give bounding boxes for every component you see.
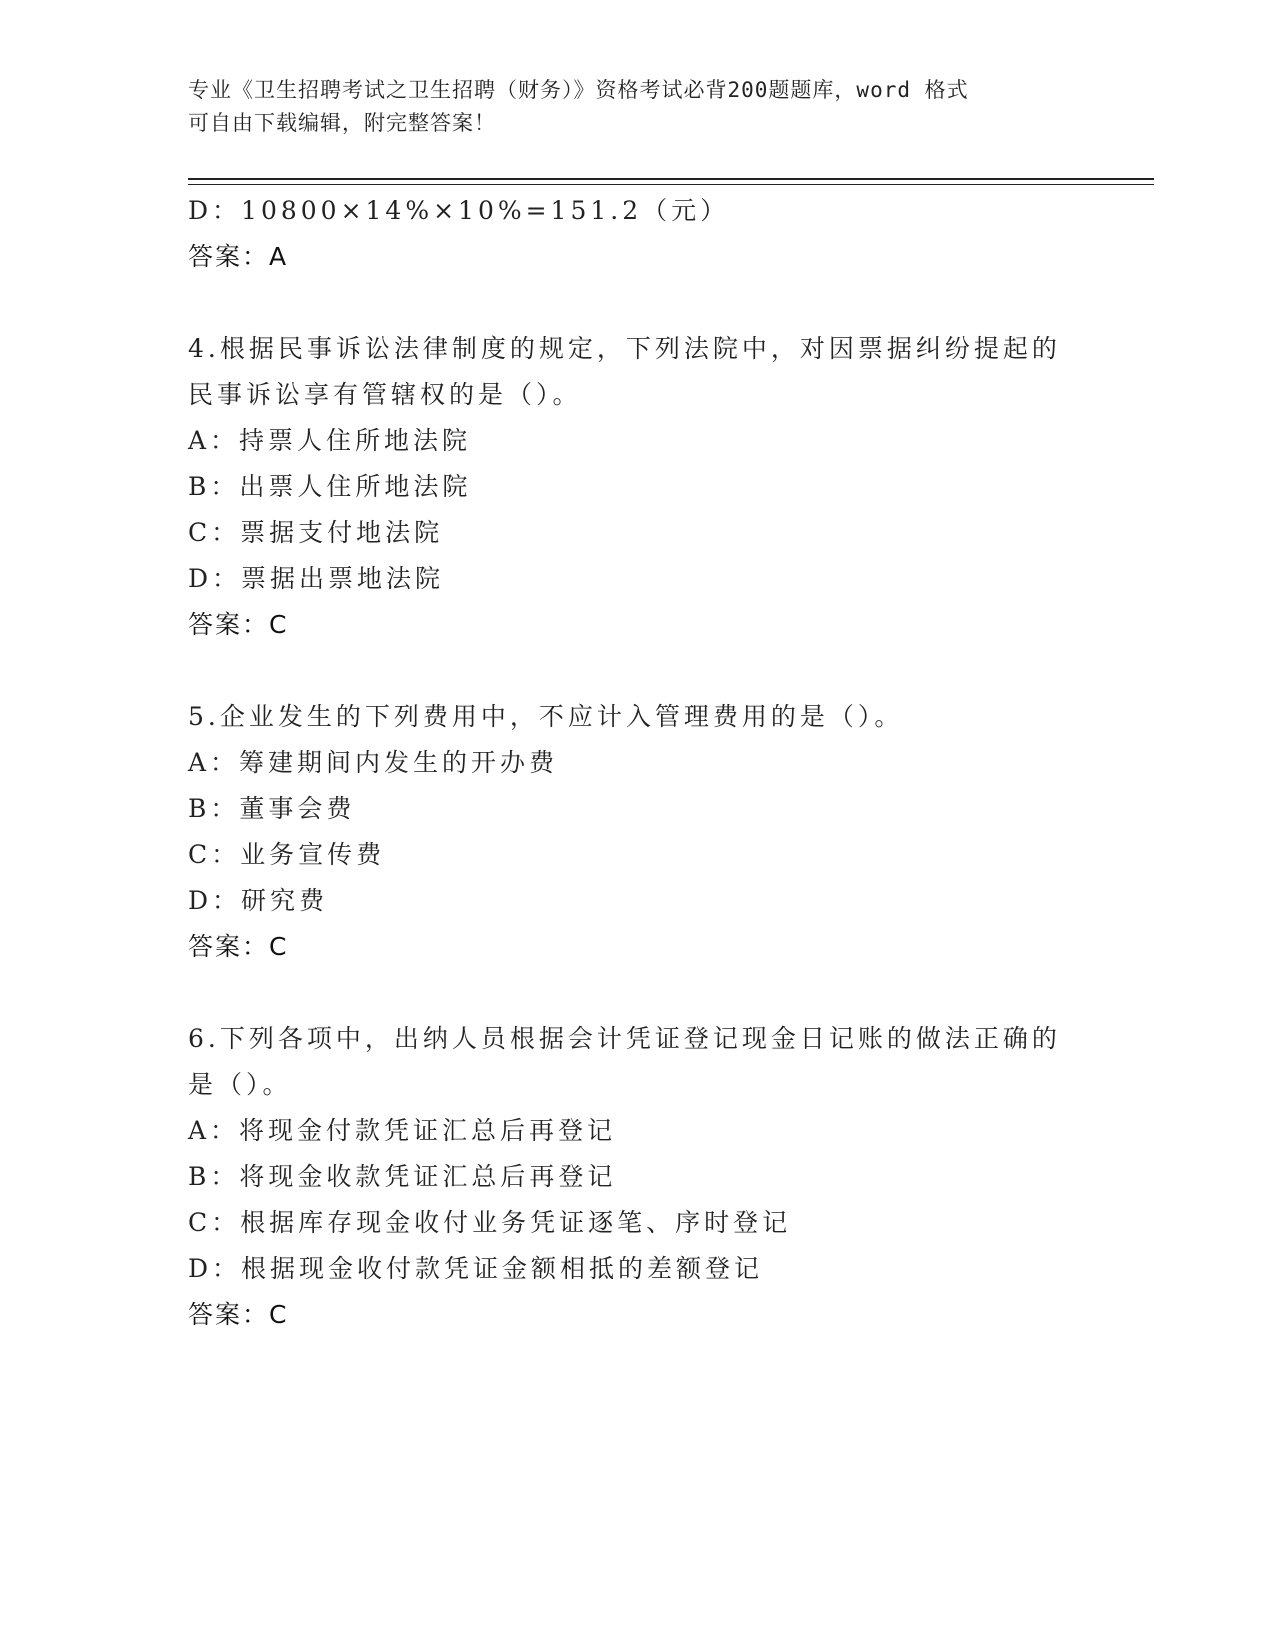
question-stem: 4.根据民事诉讼法律制度的规定，下列法院中，对因票据纠纷提起的 (188, 334, 1061, 363)
answer-line: 答案：C (188, 1300, 289, 1329)
option-d: D：10800×14%×10%=151.2（元） (188, 196, 730, 225)
option-b: B：将现金收款凭证汇总后再登记 (188, 1162, 617, 1191)
answer-line: 答案：A (188, 242, 289, 271)
option-c: C：根据库存现金收付业务凭证逐笔、序时登记 (188, 1208, 792, 1237)
question-block-5 (188, 694, 1088, 970)
option-a: A：筹建期间内发生的开办费 (188, 748, 559, 777)
question-stem: 6.下列各项中，出纳人员根据会计凭证登记现金日记账的做法正确的 (188, 1024, 1061, 1053)
header-line-2: 可自由下载编辑，附完整答案！ (188, 111, 496, 135)
question-block-6 (188, 1016, 1088, 1338)
answer-line: 答案：C (188, 932, 289, 961)
spacer (188, 648, 1088, 694)
option-a: A：将现金付款凭证汇总后再登记 (188, 1116, 617, 1145)
header-divider-thick (188, 178, 1154, 180)
question-stem: 5.企业发生的下列费用中，不应计入管理费用的是（）。 (188, 702, 904, 731)
question-stem-continued: 民事诉讼享有管辖权的是（）。 (188, 380, 582, 409)
document-header (188, 74, 1088, 140)
answer-line: 答案：C (188, 610, 289, 639)
question-block-3-tail (188, 188, 1088, 280)
option-c: C：业务宣传费 (188, 840, 386, 869)
option-c: C：票据支付地法院 (188, 518, 444, 547)
document-body (188, 188, 1088, 1338)
question-block-4 (188, 326, 1088, 648)
option-d: D：根据现金收付款凭证金额相抵的差额登记 (188, 1254, 764, 1283)
header-line-1: 专业《卫生招聘考试之卫生招聘（财务）》资格考试必背200题题库，word 格式 (188, 78, 969, 102)
option-a: A：持票人住所地法院 (188, 426, 472, 455)
header-divider-thin (188, 184, 1154, 185)
option-b: B：出票人住所地法院 (188, 472, 472, 501)
option-d: D：研究费 (188, 886, 329, 915)
spacer (188, 280, 1088, 326)
option-d: D：票据出票地法院 (188, 564, 445, 593)
question-stem-continued: 是（）。 (188, 1070, 292, 1099)
option-b: B：董事会费 (188, 794, 356, 823)
spacer (188, 970, 1088, 1016)
